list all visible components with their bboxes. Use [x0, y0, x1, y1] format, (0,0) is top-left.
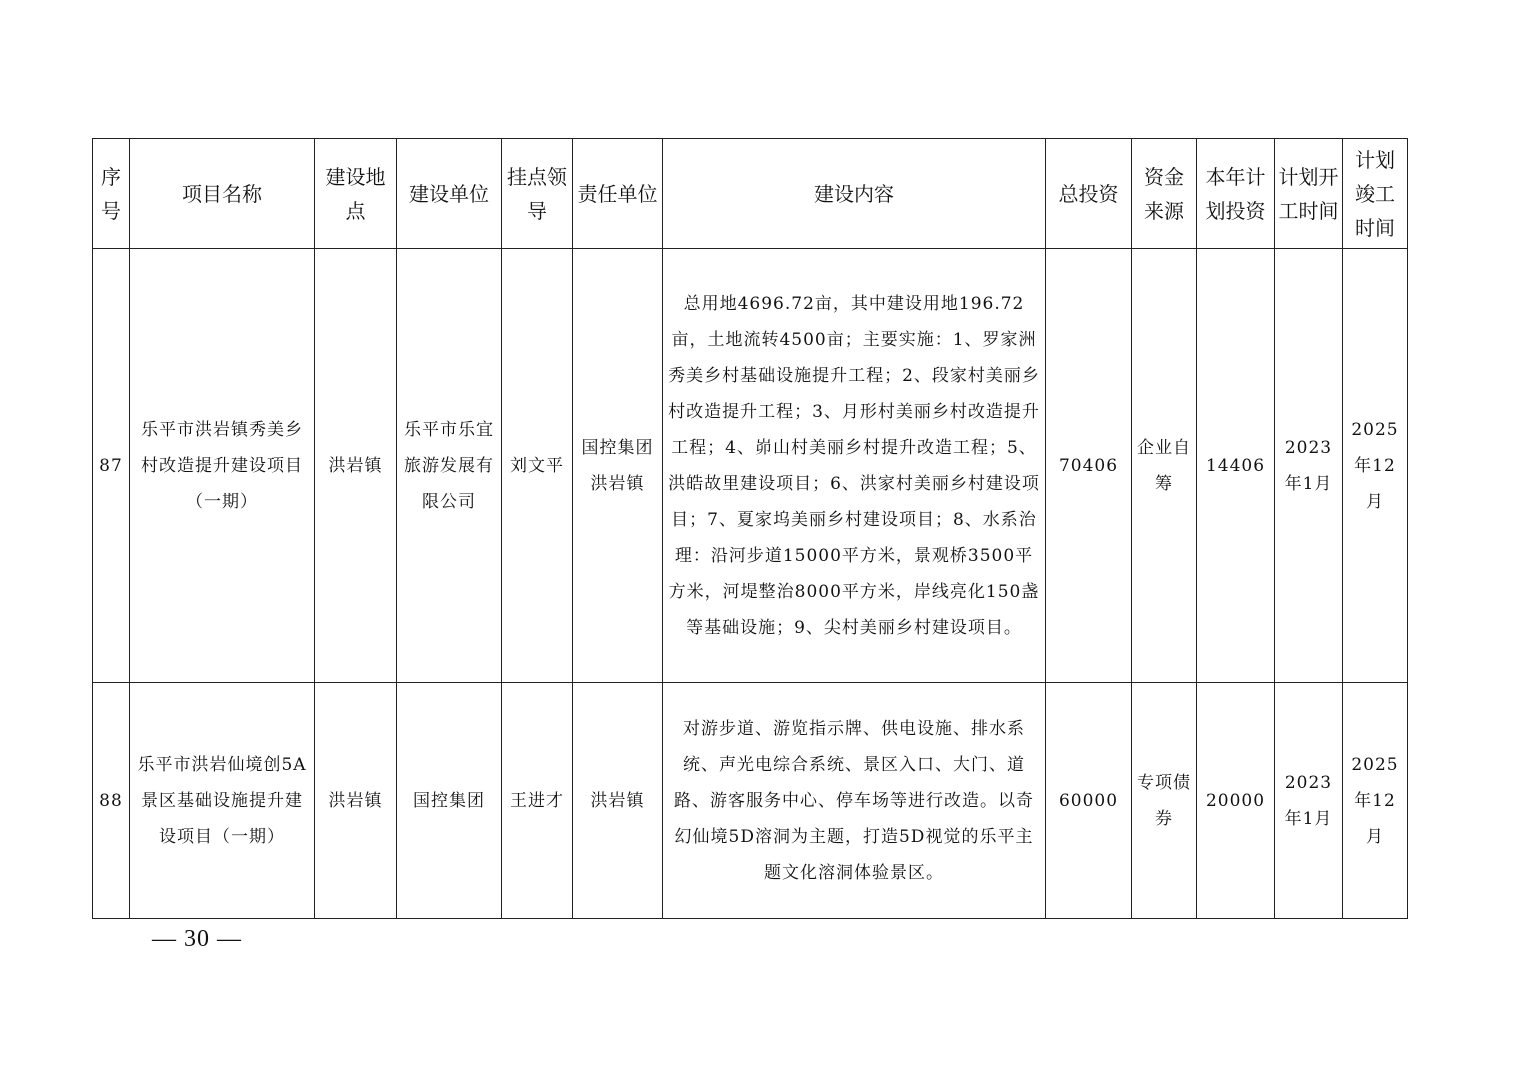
cell-content: 总用地4696.72亩，其中建设用地196.72亩，土地流转4500亩；主要实施：1、罗家洲秀美乡村基础设施提升工程；2、段家村美丽乡村改造提升工程；3、月形村美丽乡村改造提升工程；4、峁山村美丽乡村提升改造工程；5、洪皓故里建设项目；6、洪家村美丽乡村建设项目；7、夏家坞美丽乡村建设项目；8、水系治理：沿河步道15000平方米，景观桥3500平方米，河堤整治8000平方米，岸线亮化150盏等基础设施；9、尖村美丽乡村建设项目。	[663, 249, 1046, 683]
cell-fund: 专项债券	[1132, 683, 1197, 919]
cell-start: 2023年1月	[1275, 683, 1343, 919]
cell-location: 洪岩镇	[315, 683, 397, 919]
cell-unit: 国控集团	[397, 683, 502, 919]
header-content: 建设内容	[663, 139, 1046, 249]
cell-unit: 乐平市乐宜旅游发展有限公司	[397, 249, 502, 683]
cell-name: 乐平市洪岩镇秀美乡村改造提升建设项目（一期）	[130, 249, 315, 683]
cell-year-plan: 14406	[1197, 249, 1275, 683]
page-number: — 30 —	[152, 926, 242, 952]
table-row	[93, 683, 1408, 919]
header-start: 计划开工时间	[1275, 139, 1343, 249]
header-row	[93, 139, 1408, 249]
header-fund: 资金来源	[1132, 139, 1197, 249]
cell-total: 60000	[1046, 683, 1132, 919]
header-finish: 计划竣工时间	[1343, 139, 1408, 249]
cell-resp: 国控集团洪岩镇	[573, 249, 663, 683]
project-table	[92, 138, 1408, 919]
header-year-plan: 本年计划投资	[1197, 139, 1275, 249]
cell-location: 洪岩镇	[315, 249, 397, 683]
cell-year-plan: 20000	[1197, 683, 1275, 919]
header-resp: 责任单位	[573, 139, 663, 249]
cell-name: 乐平市洪岩仙境创5A景区基础设施提升建设项目（一期）	[130, 683, 315, 919]
header-leader: 挂点领导	[502, 139, 573, 249]
cell-finish: 2025年12月	[1343, 683, 1408, 919]
table-row	[93, 249, 1408, 683]
header-total: 总投资	[1046, 139, 1132, 249]
cell-total: 70406	[1046, 249, 1132, 683]
cell-resp: 洪岩镇	[573, 683, 663, 919]
cell-start: 2023年1月	[1275, 249, 1343, 683]
header-name: 项目名称	[130, 139, 315, 249]
cell-seq: 87	[93, 249, 130, 683]
header-seq: 序号	[93, 139, 130, 249]
cell-content: 对游步道、游览指示牌、供电设施、排水系统、声光电综合系统、景区入口、大门、道路、游客服务中心、停车场等进行改造。以奇幻仙境5D溶洞为主题，打造5D视觉的乐平主题文化溶洞体验景区。	[663, 683, 1046, 919]
header-unit: 建设单位	[397, 139, 502, 249]
cell-leader: 王进才	[502, 683, 573, 919]
cell-leader: 刘文平	[502, 249, 573, 683]
cell-fund: 企业自筹	[1132, 249, 1197, 683]
header-location: 建设地点	[315, 139, 397, 249]
cell-finish: 2025年12月	[1343, 249, 1408, 683]
cell-seq: 88	[93, 683, 130, 919]
